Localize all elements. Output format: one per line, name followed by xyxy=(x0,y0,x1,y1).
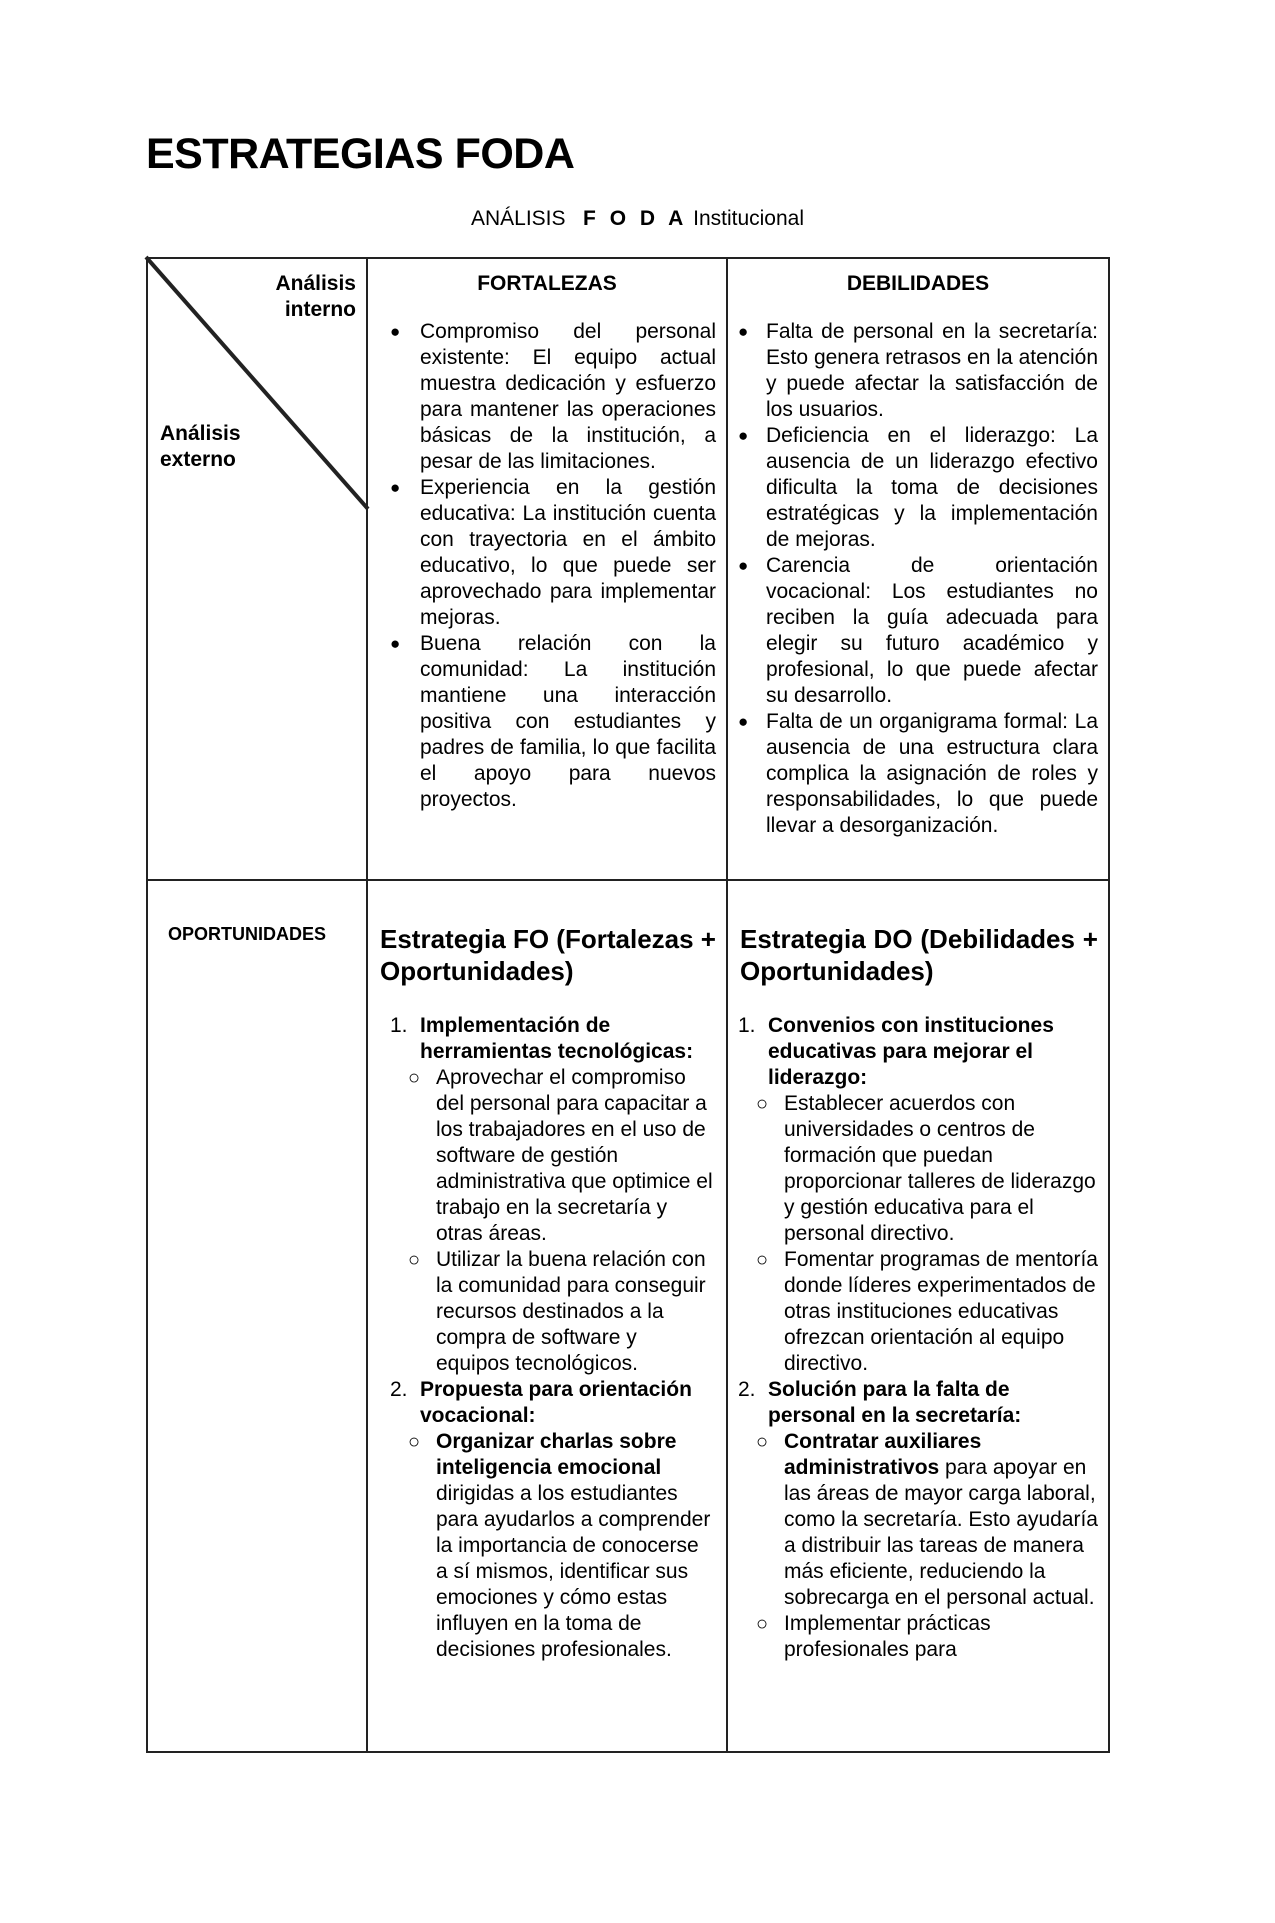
external-analysis-label: Análisis externo xyxy=(160,422,241,471)
oportunidades-label: OPORTUNIDADES xyxy=(168,924,327,944)
foda-table xyxy=(146,257,1110,1753)
list-item: ● Falta de personal en la secretaría: Esto genera retrasos en la atención y puede afectar la satisfacción de los usuarios. xyxy=(766,319,1098,423)
list-item: ○ Establecer acuerdos con universidades o centros de formación que puedan proporcionar talleres de liderazgo y gestión educativa para el personal directivo. xyxy=(784,1091,1098,1247)
do-item-2-heading: Solución para la falta de personal en la secretaría: xyxy=(768,1378,1022,1427)
list-item xyxy=(784,1429,1098,1611)
do-item-1 xyxy=(738,1013,1098,1377)
fo-item-1 xyxy=(390,1013,716,1377)
table-caption xyxy=(100,207,1175,231)
do-title: Estrategia DO (Debilidades + Oportunidades) xyxy=(740,924,1098,986)
list-item: ● Compromiso del personal existente: El equipo actual muestra dedicación y esfuerzo para mantener las operaciones básicas de la institución, a pesar de las limitaciones. xyxy=(420,319,716,475)
sub-rest: dirigidas a los estudiantes para ayudarlos a comprender la importancia de conocerse a sí mismos, identificar sus emociones y cómo estas influyen en la toma de decisiones profesionales. xyxy=(436,1482,711,1661)
debilidades-heading: DEBILIDADES xyxy=(846,272,990,295)
fortalezas-heading: FORTALEZAS xyxy=(477,272,617,295)
debilidades-cell xyxy=(727,258,1109,880)
caption-foda: F O D A xyxy=(583,207,688,230)
page-title: ESTRATEGIAS FODA xyxy=(146,130,575,178)
fo-cell xyxy=(367,880,727,1752)
corner-cell xyxy=(147,258,367,880)
sub-rest: para apoyar en las áreas de mayor carga laboral, como la secretaría. Esto ayudaría a distribuir las tareas de manera más eficiente, reduciendo la sobrecarga en el personal actual. xyxy=(784,1456,1098,1609)
list-item: ○ Fomentar programas de mentoría donde líderes experimentados de otras instituciones educativas ofrezcan orientación al equipo directivo. xyxy=(784,1247,1098,1377)
list-item: ○ Implementar prácticas profesionales para xyxy=(784,1611,1098,1663)
sub-bold: Contratar auxiliares administrativos xyxy=(784,1430,982,1479)
list-item: ● Experiencia en la gestión educativa: La institución cuenta con trayectoria en el ámbito educativo, lo que puede ser aprovechado para implementar mejoras. xyxy=(420,475,716,631)
list-item: ○ Utilizar la buena relación con la comunidad para conseguir recursos destinados a la compra de software y equipos tecnológicos. xyxy=(436,1247,716,1377)
caption-suffix: Institucional xyxy=(693,207,805,230)
fo-title: Estrategia FO (Fortalezas + Oportunidades) xyxy=(380,924,716,986)
do-item-2 xyxy=(738,1377,1098,1663)
item-number: 2. xyxy=(738,1378,756,1401)
do-item-1-heading: Convenios con instituciones educativas para mejorar el liderazgo: xyxy=(768,1014,1054,1089)
fo-item-2 xyxy=(390,1377,716,1663)
list-item: ● Buena relación con la comunidad: La institución mantiene una interacción positiva con estudiantes y padres de familia, lo que facilita el apoyo para nuevos proyectos. xyxy=(420,631,716,813)
internal-analysis-label: Análisis interno xyxy=(275,272,356,321)
item-number: 2. xyxy=(390,1378,408,1401)
item-number: 1. xyxy=(390,1014,408,1037)
list-item: ● Deficiencia en el liderazgo: La ausencia de un liderazgo efectivo dificulta la toma de decisiones estratégicas y la implementación de mejoras. xyxy=(766,423,1098,553)
caption-prefix: ANÁLISIS xyxy=(470,207,566,230)
list-item: ○ Aprovechar el compromiso del personal para capacitar a los trabajadores en el uso de software de gestión administrativa que optimice el trabajo en la secretaría y otras áreas. xyxy=(436,1065,716,1247)
list-item: ● Carencia de orientación vocacional: Los estudiantes no reciben la guía adecuada para elegir su futuro académico y profesional, lo que puede afectar su desarrollo. xyxy=(766,553,1098,709)
fo-item-1-heading: Implementación de herramientas tecnológicas: xyxy=(420,1014,694,1063)
fortalezas-cell xyxy=(367,258,727,880)
oportunidades-cell xyxy=(147,880,367,1752)
item-number: 1. xyxy=(738,1014,756,1037)
list-item: ● Falta de un organigrama formal: La ausencia de una estructura clara complica la asignación de roles y responsabilidades, lo que puede llevar a desorganización. xyxy=(766,709,1098,839)
fo-item-2-heading: Propuesta para orientación vocacional: xyxy=(420,1378,692,1427)
list-item xyxy=(436,1429,716,1663)
do-cell xyxy=(727,880,1109,1752)
sub-bold: Organizar charlas sobre inteligencia emocional xyxy=(436,1430,677,1479)
